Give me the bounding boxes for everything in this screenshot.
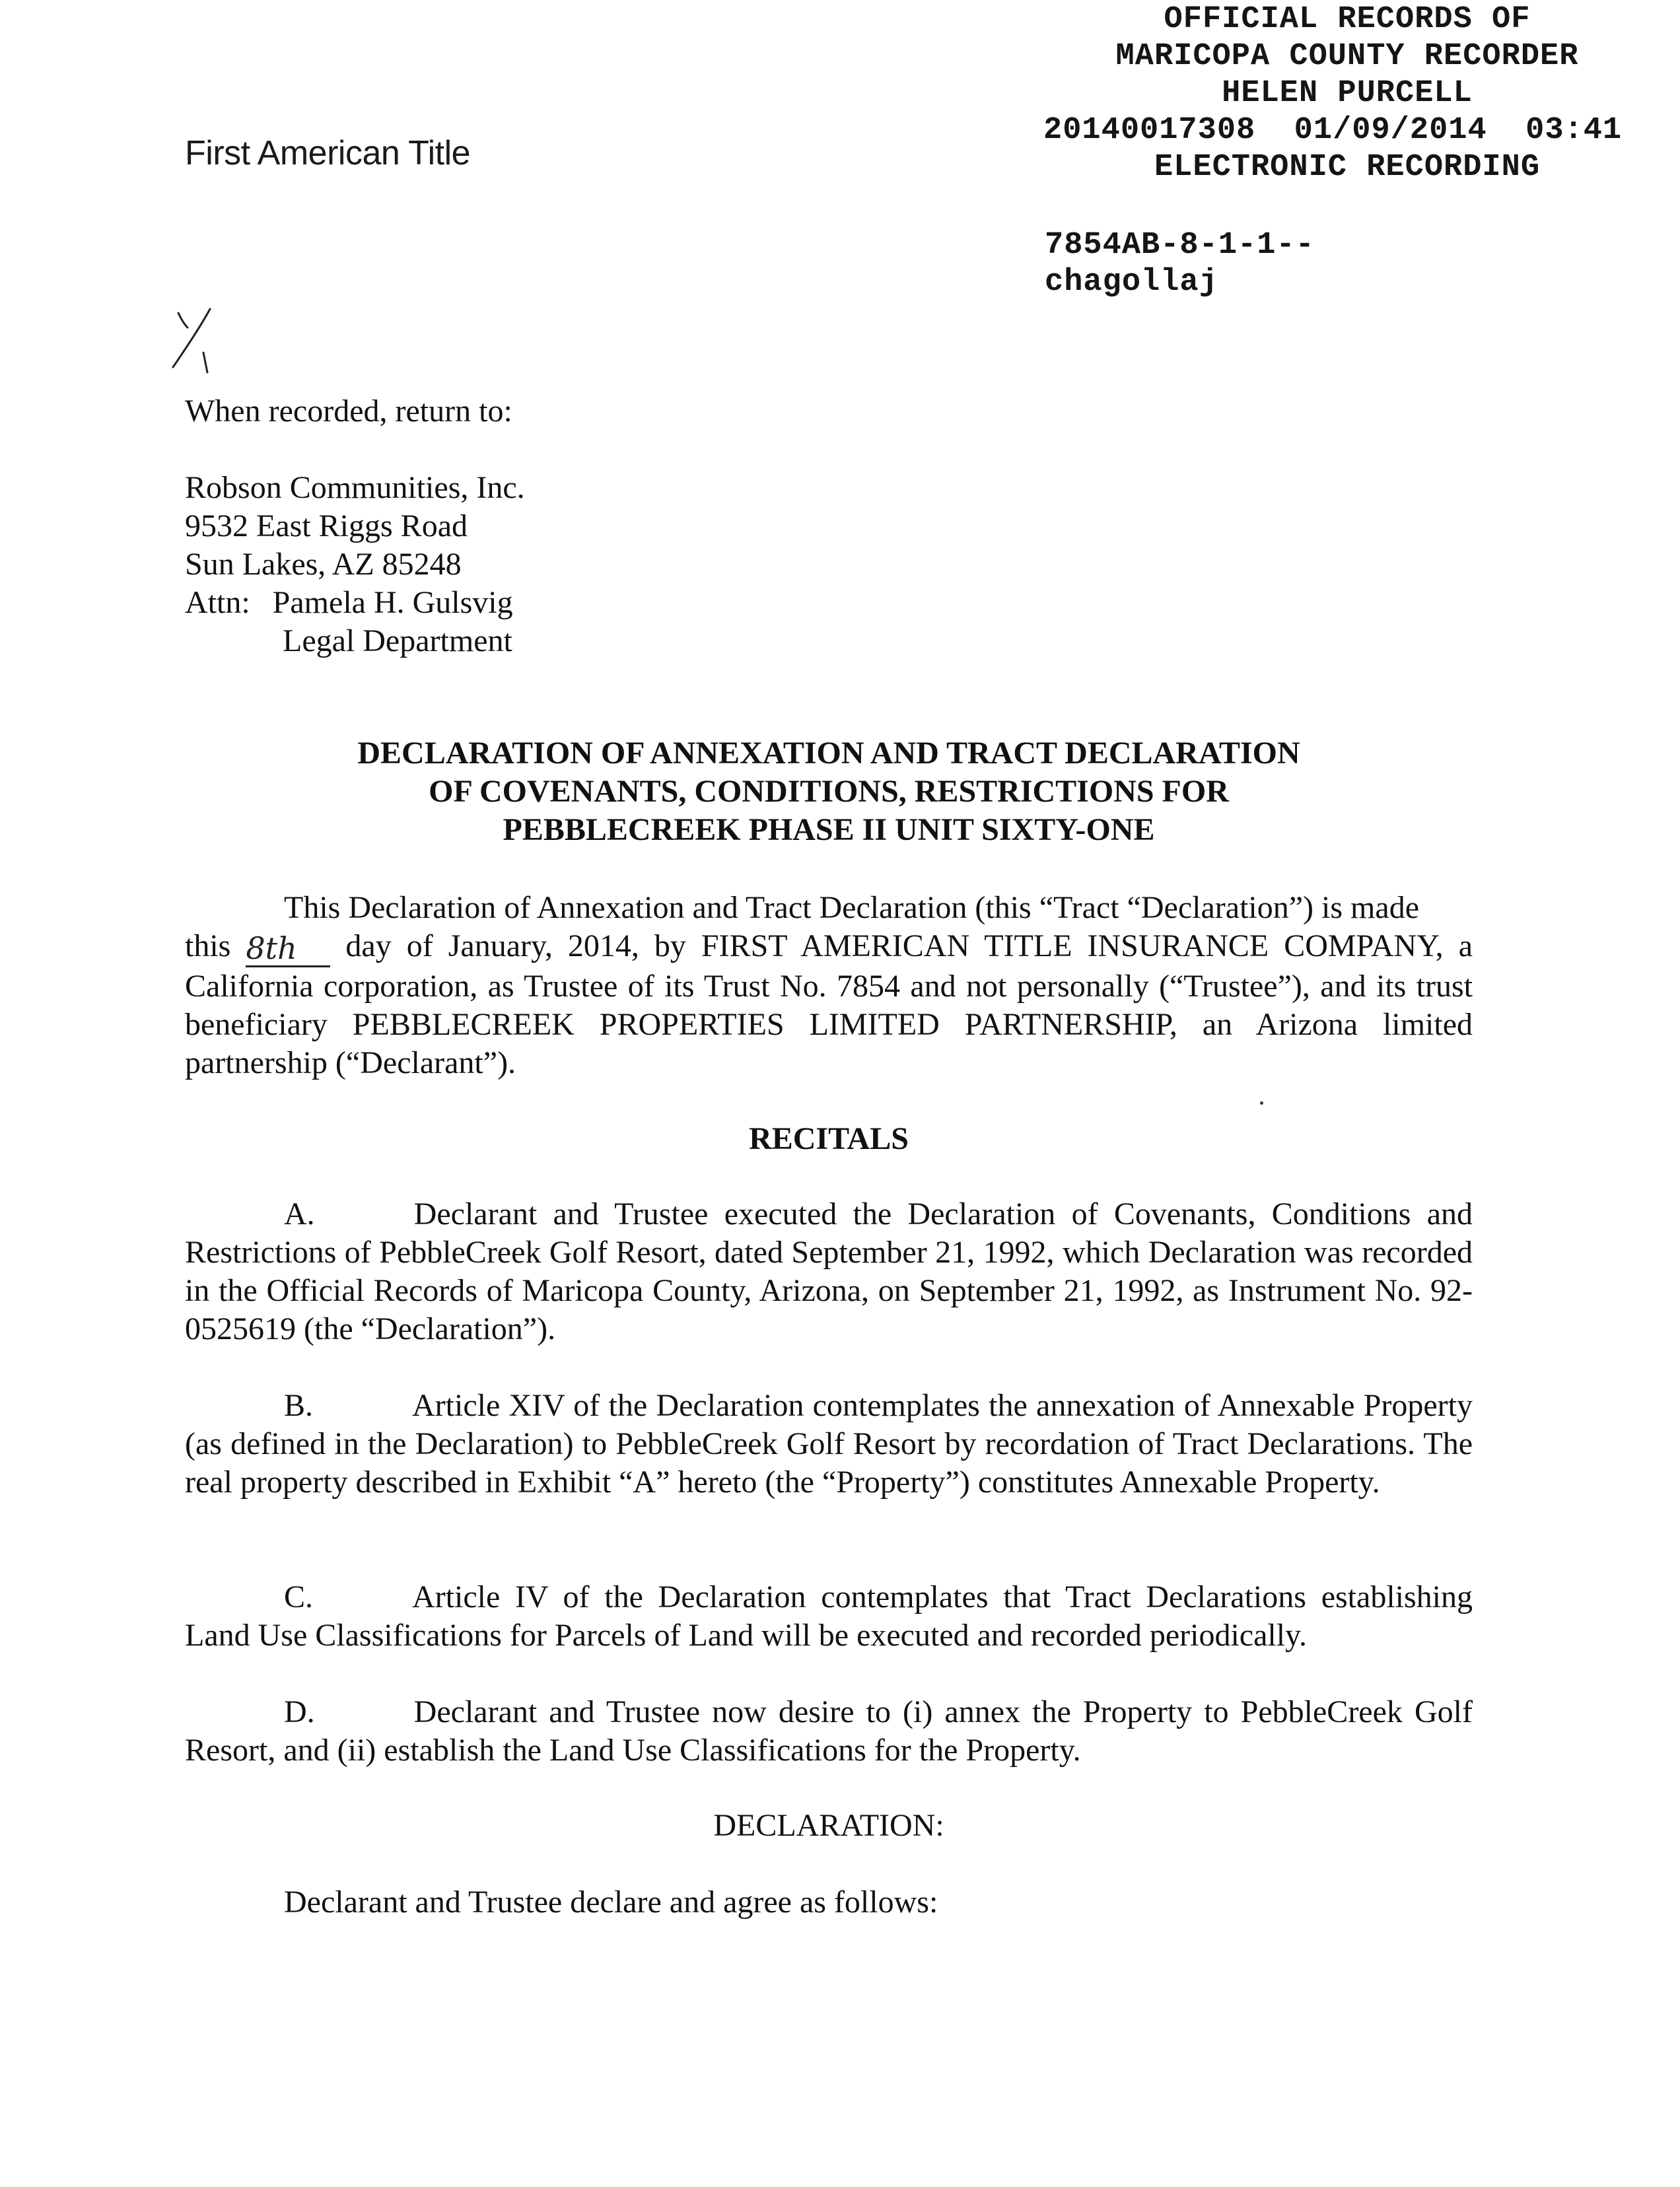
recorder-line-5: ELECTRONIC RECORDING bbox=[1154, 150, 1541, 185]
handwritten-mark-icon bbox=[164, 304, 230, 376]
return-address bbox=[185, 469, 845, 660]
recital-text: Declarant and Trustee executed the Declaration of Covenants, Conditions and Restrictions of PebbleCreek Golf Resort, dated September 21, 1992, which Declaration was recorded in the Official Records of Maricopa County, Arizona, on September 21, 1992, as Instrument No. 92-0525619 (the “Declaration”). bbox=[185, 1197, 1473, 1346]
recital-paragraph bbox=[185, 1578, 1473, 1655]
return-city: Sun Lakes, AZ 85248 bbox=[185, 547, 462, 582]
recorder-stamp bbox=[1030, 1, 1664, 186]
recording-number-and-date: 20140017308 01/09/2014 03:41 bbox=[1043, 113, 1623, 148]
document-title bbox=[185, 734, 1473, 849]
attn-label: Attn: bbox=[185, 585, 250, 620]
recorder-line-2: MARICOPA COUNTY RECORDER bbox=[1115, 39, 1579, 74]
recorder-line-3: HELEN PURCELL bbox=[1222, 76, 1473, 111]
intro-this: this bbox=[185, 928, 231, 963]
document-code bbox=[1045, 227, 1441, 301]
recital-label: D. bbox=[284, 1694, 315, 1729]
return-label: When recorded, return to: bbox=[185, 394, 512, 429]
recital-paragraph bbox=[185, 1693, 1473, 1770]
return-address-block bbox=[185, 392, 845, 660]
recital-paragraph bbox=[185, 1195, 1473, 1348]
document-code-line-2: chagollaj bbox=[1045, 265, 1218, 300]
recital-label: B. bbox=[284, 1388, 314, 1423]
intro-line-1: This Declaration of Annexation and Tract Declaration (this “Tract “Declaration”) is made bbox=[284, 890, 1419, 925]
title-line-2: OF COVENANTS, CONDITIONS, RESTRICTIONS FOR bbox=[429, 774, 1229, 809]
title-line-3: PEBBLECREEK PHASE II UNIT SIXTY-ONE bbox=[503, 812, 1155, 847]
return-department: Legal Department bbox=[283, 623, 512, 658]
recital-text: Article XIV of the Declaration contemplates the annexation of Annexable Property (as defined in the Declaration) to PebbleCreek Golf Resort by recordation of Tract Declarations. The real property described in Exhibit “A” hereto (the “Property”) constitutes Annexable Property. bbox=[185, 1388, 1473, 1500]
title-line-1: DECLARATION OF ANNEXATION AND TRACT DECLARATION bbox=[357, 736, 1300, 771]
recitals-heading: RECITALS bbox=[749, 1121, 909, 1156]
declaration-heading: DECLARATION: bbox=[713, 1808, 944, 1843]
handwritten-day: 8th bbox=[246, 935, 330, 967]
intro-after-day: day of January, 2014, by FIRST AMERICAN TITLE INSURANCE COMPANY, a bbox=[345, 928, 1473, 963]
recital-paragraph bbox=[185, 1387, 1473, 1502]
recital-label: A. bbox=[284, 1197, 315, 1232]
document-code-line-1: 7854AB-8-1-1-- bbox=[1045, 228, 1315, 263]
recital-text: Article IV of the Declaration contemplates that Tract Declarations establishing Land Use Classifications for Parcels of Land will be executed and recorded periodically. bbox=[185, 1580, 1473, 1653]
recital-label: C. bbox=[284, 1580, 314, 1614]
recital-text: Declarant and Trustee now desire to (i) annex the Property to PebbleCreek Golf Resort, and (ii) establish the Land Use Classifications for the Property. bbox=[185, 1694, 1473, 1768]
intro-paragraph bbox=[185, 889, 1473, 1082]
stray-mark bbox=[1260, 1101, 1263, 1105]
return-company: Robson Communities, Inc. bbox=[185, 470, 525, 505]
recorder-line-1: OFFICIAL RECORDS OF bbox=[1164, 2, 1531, 37]
attn-name: Pamela H. Gulsvig bbox=[272, 585, 513, 620]
intro-rest: California corporation, as Trustee of its Trust No. 7854 and not personally (“Trustee”), and its trust beneficiary PEBBLECREEK PROPERTIES LIMITED PARTNERSHIP, an Arizona limited partnership (“Declarant”). bbox=[185, 969, 1473, 1080]
closing-line: Declarant and Trustee declare and agree as follows: bbox=[284, 1885, 938, 1920]
intro-line-2 bbox=[185, 927, 1473, 967]
return-attn bbox=[185, 584, 845, 622]
company-mark: First American Title bbox=[185, 134, 471, 172]
return-street: 9532 East Riggs Road bbox=[185, 508, 468, 543]
